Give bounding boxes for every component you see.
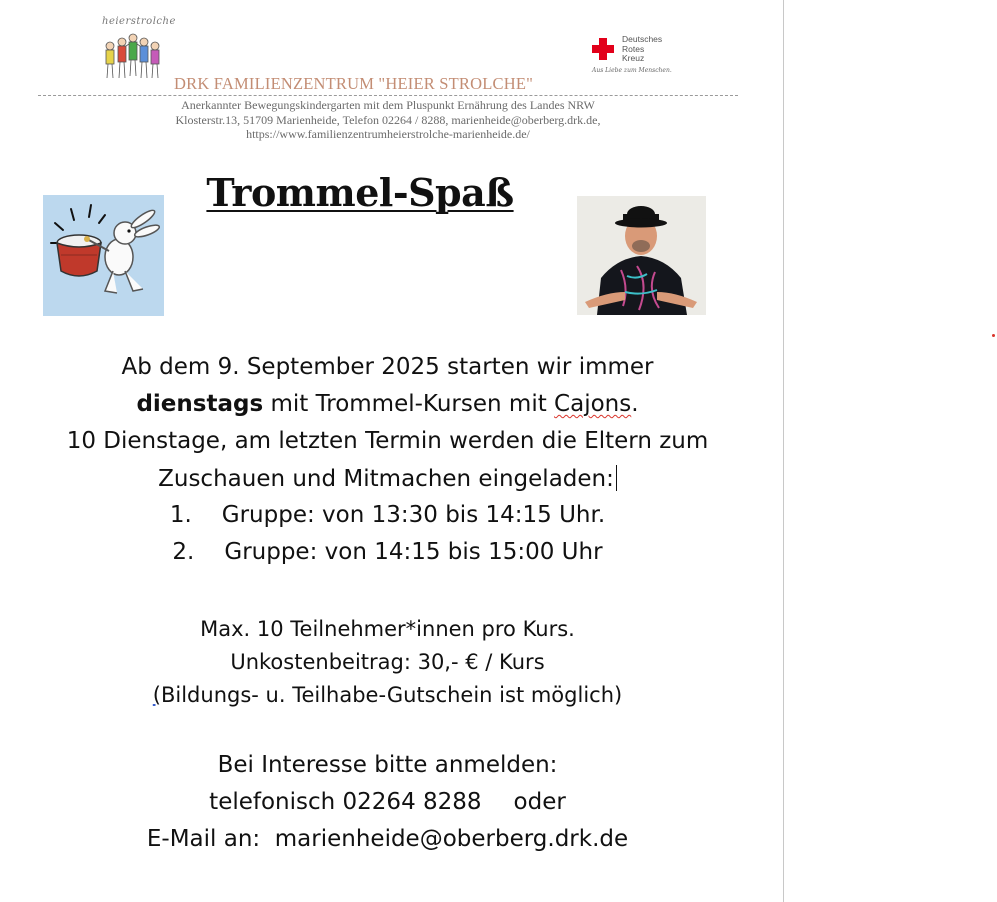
- header-info-line-1: Anerkannter Bewegungskindergarten mit dem Pluspunkt Ernährung des Landes NRW: [181, 98, 595, 112]
- contact-or: oder: [513, 789, 566, 815]
- margin-marker: [992, 334, 995, 337]
- header-title: DRK FAMILIENZENTRUM "HEIER STROLCHE": [174, 74, 534, 93]
- bunny-drummer-icon: [43, 195, 164, 316]
- drk-name-line-3: Kreuz: [622, 53, 645, 63]
- contact-phone: telefonisch 02264 8288: [209, 789, 482, 815]
- red-cross-icon: [592, 38, 614, 60]
- intro-line-2: [30, 391, 745, 417]
- page-border: [783, 0, 784, 902]
- group-text-2: Gruppe: von 14:15 bis 15:00 Uhr: [224, 539, 603, 565]
- person-with-hat-icon: [577, 196, 706, 315]
- contact-phone-line: [30, 789, 745, 815]
- header-info-line-2: Klosterstr.13, 51709 Marienheide, Telefon 02264 / 8288, marienheide@oberberg.drk.de,: [175, 112, 601, 127]
- contact-email: E-Mail an: marienheide@oberberg.drk.de: [146, 826, 629, 852]
- logo-script-text: heierstrolche: [102, 16, 176, 27]
- page-title: Trommel-Spaß: [206, 170, 514, 215]
- intro-line-2-mid: mit Trommel-Kursen mit: [263, 391, 555, 417]
- header-divider: [38, 95, 738, 96]
- group-number-2: 2.: [172, 539, 195, 565]
- intro-cajons: Cajons: [554, 391, 632, 417]
- details-fee: Unkostenbeitrag: 30,- € / Kurs: [230, 650, 545, 674]
- drk-slogan: Aus Liebe zum Menschen.: [592, 67, 672, 74]
- contact-line-1: Bei Interesse bitte anmelden:: [217, 752, 558, 778]
- intro-line-4: [30, 465, 745, 492]
- group-item-1: [30, 502, 745, 528]
- details-max: Max. 10 Teilnehmer*innen pro Kurs.: [200, 617, 575, 641]
- drummer-photo: [577, 196, 706, 315]
- drk-name-line-1: Deutsches: [622, 34, 663, 44]
- drk-name: [622, 35, 662, 64]
- group-number-1: 1.: [169, 502, 192, 528]
- intro-line-2-end: .: [631, 391, 639, 417]
- intro-weekday: dienstags: [136, 391, 264, 417]
- text-cursor: [616, 465, 617, 491]
- group-item-2: [30, 539, 745, 565]
- kindergarten-logo: [100, 16, 176, 88]
- bunny-drum-image: [43, 195, 164, 316]
- intro-line-4-text: Zuschauen und Mitmachen eingeladen:: [158, 466, 614, 492]
- intro-line-3: 10 Dienstage, am letzten Termin werden die Eltern zum: [66, 428, 709, 454]
- details-voucher: [30, 683, 745, 707]
- drk-name-line-2: Rotes: [622, 43, 645, 54]
- details-voucher-paren: (: [152, 683, 161, 707]
- group-text-1: Gruppe: von 13:30 bis 14:15 Uhr.: [221, 502, 606, 528]
- header-info-line-3: https://www.familienzentrumheierstrolche-marienheide.de/: [246, 127, 530, 141]
- header-info: [38, 98, 738, 142]
- drk-logo: [590, 34, 680, 78]
- details-voucher-text: Bildungs- u. Teilhabe-Gutschein ist möglich): [160, 683, 623, 707]
- intro-line-1: Ab dem 9. September 2025 starten wir immer: [121, 354, 654, 380]
